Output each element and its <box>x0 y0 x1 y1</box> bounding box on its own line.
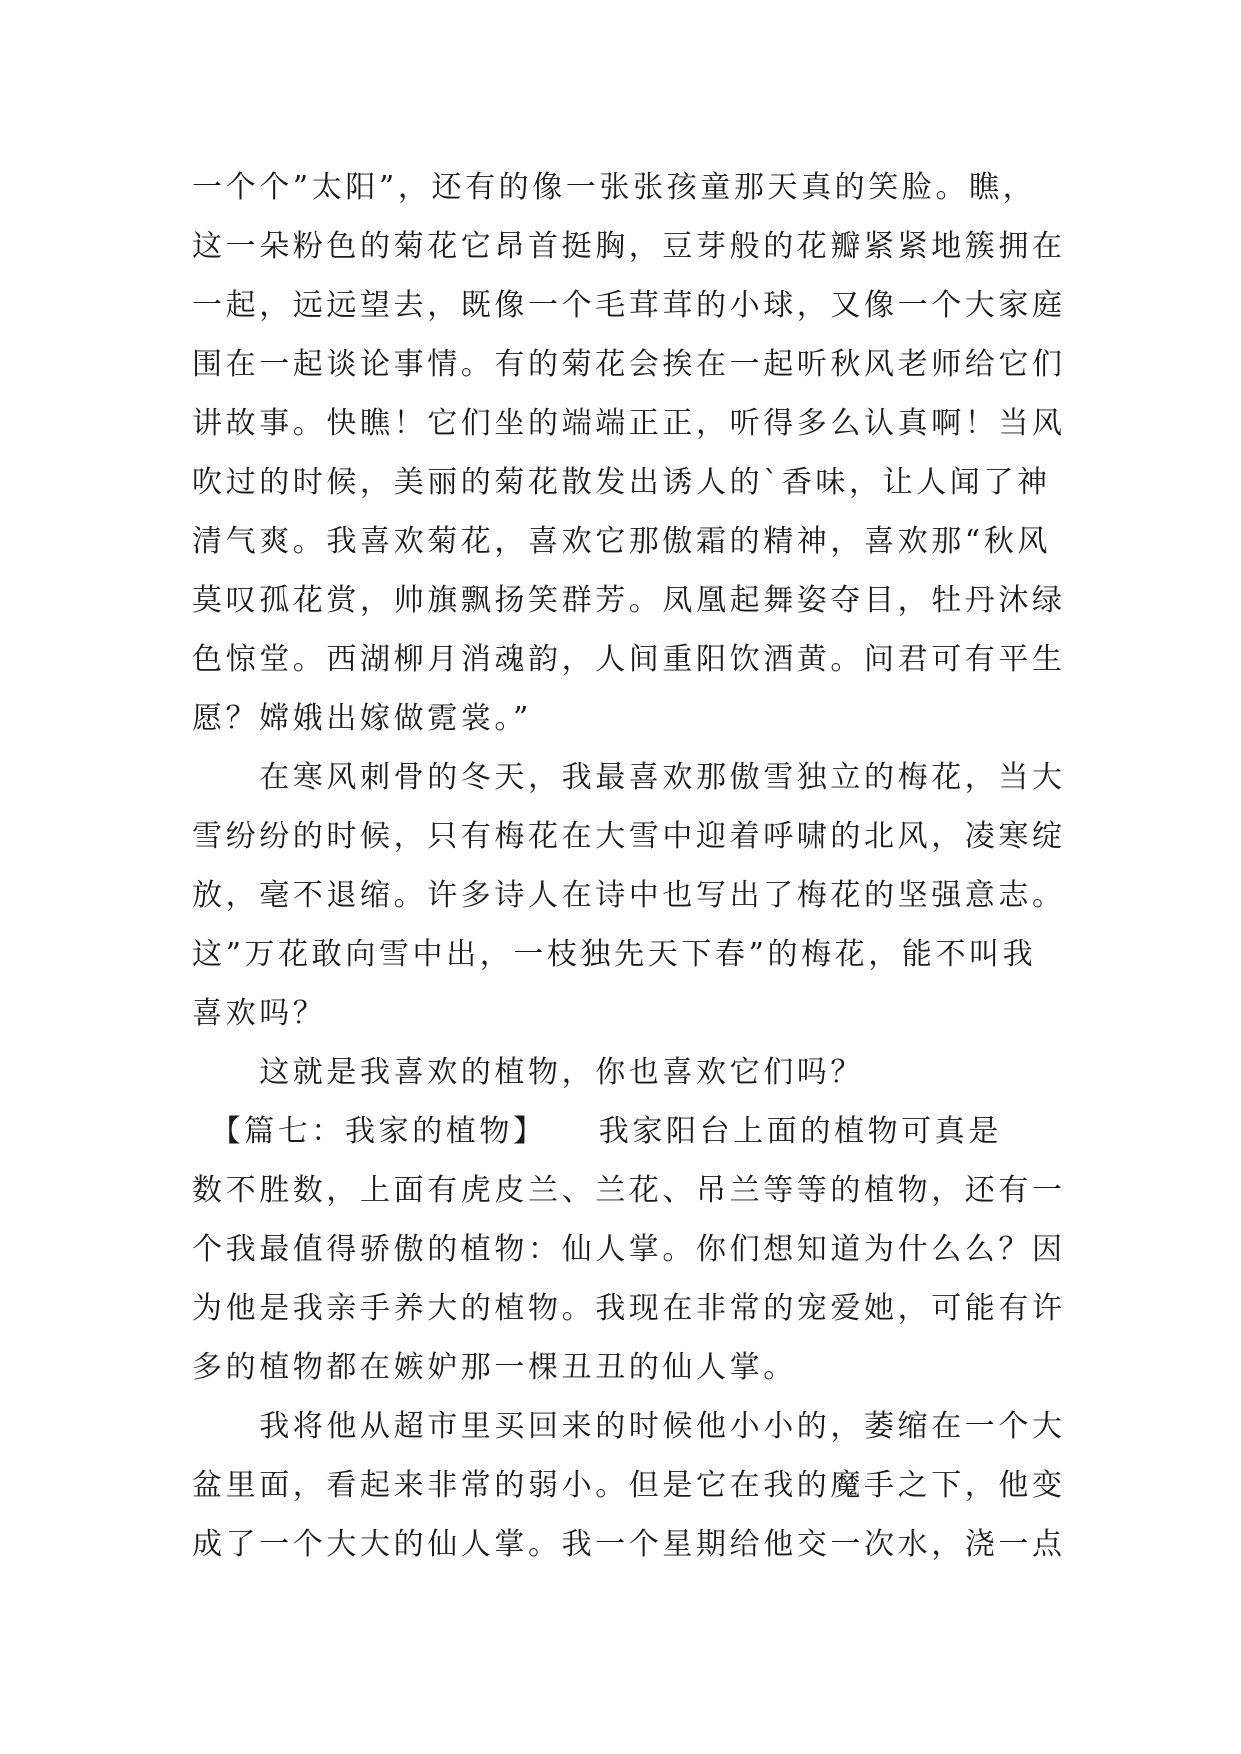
text-line: 喜欢吗？ <box>192 996 327 1031</box>
text-line: 清气爽。我喜欢菊花，喜欢它那傲霜的精神，喜欢那“秋风 <box>192 524 1051 559</box>
text-line: 吹过的时候，美丽的菊花散发出诱人的`香味，让人闻了神 <box>192 465 1051 500</box>
text-line: 多的植物都在嫉妒那一棵丑丑的仙人掌。 <box>192 1350 797 1385</box>
text-line: 一个个”太阳”，还有的像一张张孩童那天真的笑脸。瞧， <box>192 170 1037 205</box>
text-line: 围在一起谈论事情。有的菊花会挨在一起听秋风老师给它们 <box>192 347 1066 382</box>
text-line: 这一朵粉色的菊花它昂首挺胸，豆芽般的花瓣紧紧地簇拥在 <box>192 229 1066 264</box>
text-line: 色惊堂。西湖柳月消魂韵，人间重阳饮酒黄。问君可有平生 <box>192 642 1066 677</box>
body-text <box>192 158 1072 1574</box>
text-line: 这就是我喜欢的植物，你也喜欢它们吗？ <box>192 1055 864 1090</box>
text-line: 数不胜数，上面有虎皮兰、兰花、吊兰等等的植物，还有一 <box>192 1173 1066 1208</box>
text-line: 在寒风刺骨的冬天，我最喜欢那傲雪独立的梅花，当大 <box>192 760 1066 795</box>
text-line: 雪纷纷的时候，只有梅花在大雪中迎着呼啸的北风，凌寒绽 <box>192 819 1066 854</box>
text-line: 放，毫不退缩。许多诗人在诗中也写出了梅花的坚强意志。 <box>192 878 1066 913</box>
text-line: 我将他从超市里买回来的时候他小小的，萎缩在一个大 <box>192 1409 1066 1444</box>
section-heading-line: 【篇七：我家的植物】 我家阳台上面的植物可真是 <box>192 1114 1002 1149</box>
text-line: 这”万花敢向雪中出，一枝独先天下春”的梅花，能不叫我 <box>192 937 1037 972</box>
text-line: 为他是我亲手养大的植物。我现在非常的宠爱她，可能有许 <box>192 1291 1066 1326</box>
text-line: 一起，远远望去，既像一个毛茸茸的小球，又像一个大家庭 <box>192 288 1066 323</box>
text-line: 莫叹孤花赏，帅旗飘扬笑群芳。凤凰起舞姿夺目，牡丹沐绿 <box>192 583 1066 618</box>
text-line: 盆里面，看起来非常的弱小。但是它在我的魔手之下，他变 <box>192 1468 1066 1503</box>
text-line: 愿？嫦娥出嫁做霓裳。” <box>192 701 532 736</box>
text-line: 讲故事。快瞧！它们坐的端端正正，听得多么认真啊！当风 <box>192 406 1066 441</box>
text-line: 成了一个大大的仙人掌。我一个星期给他交一次水，浇一点 <box>192 1527 1066 1562</box>
text-line: 个我最值得骄傲的植物：仙人掌。你们想知道为什么么？因 <box>192 1232 1066 1267</box>
